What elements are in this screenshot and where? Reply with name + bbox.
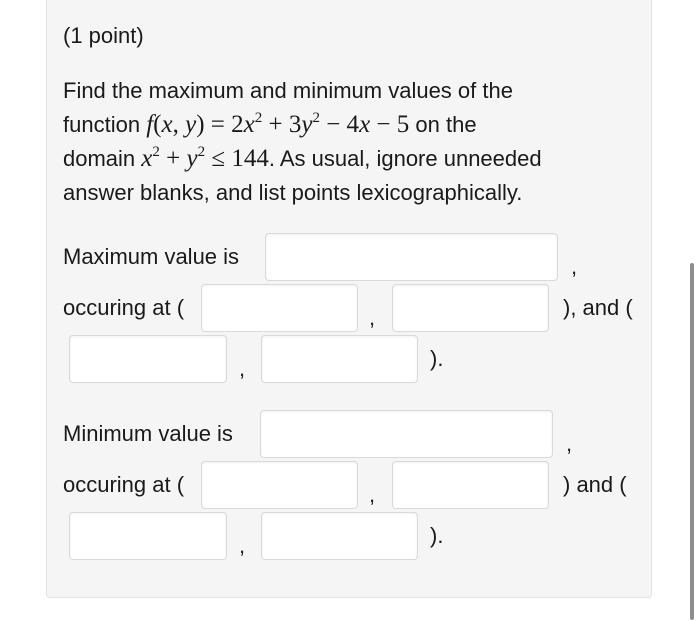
minimum-point2-separator: ,	[239, 533, 246, 558]
minimum-point1-separator: ,	[369, 482, 376, 507]
problem-line-3	[63, 142, 542, 176]
minimum-comma: ,	[566, 431, 573, 456]
minimum-point2-y-input[interactable]	[261, 512, 418, 560]
maximum-value-input[interactable]	[265, 233, 558, 281]
points-label: (1 point)	[63, 23, 144, 48]
problem-line-4: answer blanks, and list points lexicographically.	[63, 180, 523, 205]
maximum-value-label: Maximum value is	[63, 244, 240, 269]
function-formula: f(x, $y) = 2x^2 + 3y^2 - 4x - 5$	[146, 110, 410, 138]
domain-word: domain	[63, 146, 136, 171]
maximum-comma: ,	[571, 254, 578, 279]
problem-line-2	[63, 108, 477, 142]
function-word: function	[63, 112, 141, 137]
minimum-and-label: ) and (	[563, 472, 627, 497]
problem-line-1: Find the maximum and minimum values of the	[63, 78, 513, 103]
minimum-close-paren: ).	[430, 523, 444, 548]
domain-formula: $x^2 + y^2 \le 144$	[141, 144, 269, 172]
minimum-point1-x-input[interactable]	[201, 461, 358, 509]
maximum-occurring-label: occuring at (	[63, 295, 185, 320]
maximum-point2-separator: ,	[239, 356, 246, 381]
minimum-point1-y-input[interactable]	[392, 461, 549, 509]
maximum-point2-x-input[interactable]	[69, 335, 227, 383]
maximum-close-paren: ).	[430, 346, 444, 371]
maximum-point1-y-input[interactable]	[392, 284, 549, 332]
minimum-point2-x-input[interactable]	[69, 512, 227, 560]
minimum-value-label: Minimum value is	[63, 421, 233, 446]
vertical-scrollbar[interactable]	[690, 263, 694, 620]
line-3-rest: . As usual, ignore unneeded	[268, 146, 542, 171]
minimum-occurring-label: occuring at (	[63, 472, 185, 497]
maximum-point1-separator: ,	[369, 305, 376, 330]
maximum-point1-x-input[interactable]	[201, 284, 358, 332]
maximum-and-label: ), and (	[563, 295, 633, 320]
on-the-word: on the	[415, 112, 477, 137]
maximum-point2-y-input[interactable]	[261, 335, 418, 383]
minimum-value-input[interactable]	[260, 410, 553, 458]
